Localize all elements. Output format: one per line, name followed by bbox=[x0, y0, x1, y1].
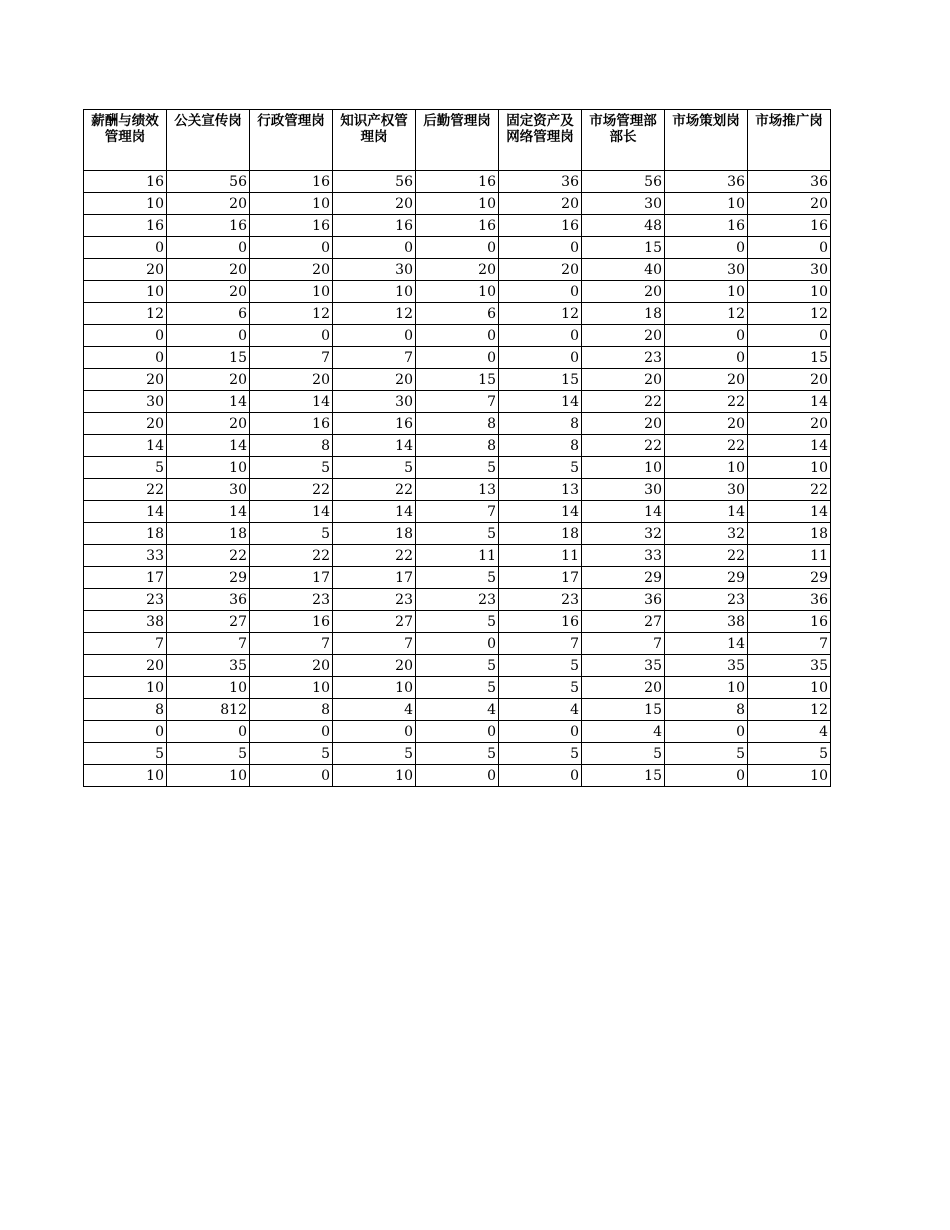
table-cell[interactable]: 0 bbox=[665, 325, 748, 347]
table-cell[interactable]: 29 bbox=[748, 567, 831, 589]
table-cell[interactable]: 18 bbox=[333, 523, 416, 545]
table-cell[interactable]: 22 bbox=[748, 479, 831, 501]
table-cell[interactable]: 56 bbox=[582, 171, 665, 193]
table-cell[interactable]: 14 bbox=[748, 391, 831, 413]
table-cell[interactable]: 6 bbox=[167, 303, 250, 325]
table-cell[interactable]: 8 bbox=[416, 413, 499, 435]
table-cell[interactable]: 0 bbox=[416, 721, 499, 743]
table-cell[interactable]: 22 bbox=[665, 545, 748, 567]
table-cell[interactable]: 0 bbox=[167, 721, 250, 743]
table-cell[interactable]: 10 bbox=[333, 765, 416, 787]
table-cell[interactable]: 0 bbox=[499, 325, 582, 347]
table-row bbox=[84, 325, 831, 347]
table-row bbox=[84, 523, 831, 545]
table-cell[interactable]: 36 bbox=[499, 171, 582, 193]
table-cell[interactable]: 23 bbox=[333, 589, 416, 611]
table-cell[interactable]: 7 bbox=[748, 633, 831, 655]
table-cell[interactable]: 0 bbox=[333, 721, 416, 743]
table-row bbox=[84, 765, 831, 787]
table-cell[interactable]: 20 bbox=[167, 413, 250, 435]
table-cell[interactable]: 20 bbox=[665, 369, 748, 391]
table-cell[interactable]: 4 bbox=[416, 699, 499, 721]
table-cell[interactable]: 12 bbox=[748, 699, 831, 721]
table-cell[interactable]: 36 bbox=[167, 589, 250, 611]
table-cell[interactable]: 5 bbox=[499, 677, 582, 699]
table-cell[interactable]: 35 bbox=[167, 655, 250, 677]
column-header[interactable]: 市场策划岗 bbox=[665, 110, 748, 171]
table-cell[interactable]: 10 bbox=[84, 281, 167, 303]
table-row bbox=[84, 677, 831, 699]
table-cell[interactable]: 8 bbox=[665, 699, 748, 721]
table-cell[interactable]: 18 bbox=[167, 523, 250, 545]
table-cell[interactable]: 20 bbox=[665, 413, 748, 435]
table-cell[interactable]: 20 bbox=[582, 281, 665, 303]
table-cell[interactable]: 10 bbox=[250, 677, 333, 699]
table-cell[interactable]: 20 bbox=[499, 193, 582, 215]
table-cell[interactable]: 11 bbox=[748, 545, 831, 567]
table-cell[interactable]: 16 bbox=[167, 215, 250, 237]
table-cell[interactable]: 56 bbox=[167, 171, 250, 193]
table-cell[interactable]: 32 bbox=[665, 523, 748, 545]
table-cell[interactable]: 5 bbox=[416, 677, 499, 699]
table-body bbox=[84, 171, 831, 787]
table-cell[interactable]: 16 bbox=[499, 611, 582, 633]
table-row bbox=[84, 457, 831, 479]
table-cell[interactable]: 10 bbox=[333, 281, 416, 303]
table-cell[interactable]: 10 bbox=[748, 281, 831, 303]
table-row bbox=[84, 391, 831, 413]
table-row bbox=[84, 721, 831, 743]
table-cell[interactable]: 0 bbox=[499, 721, 582, 743]
table-cell[interactable]: 36 bbox=[748, 589, 831, 611]
table-cell[interactable]: 7 bbox=[250, 347, 333, 369]
table-cell[interactable]: 0 bbox=[416, 325, 499, 347]
table-cell[interactable]: 14 bbox=[167, 435, 250, 457]
table-row bbox=[84, 303, 831, 325]
table-cell[interactable]: 15 bbox=[582, 765, 665, 787]
table-cell[interactable]: 0 bbox=[84, 347, 167, 369]
table-cell[interactable]: 7 bbox=[84, 633, 167, 655]
table-cell[interactable]: 4 bbox=[499, 699, 582, 721]
table-cell[interactable]: 5 bbox=[416, 655, 499, 677]
table-cell[interactable]: 22 bbox=[582, 435, 665, 457]
table-cell[interactable]: 10 bbox=[665, 677, 748, 699]
table-cell[interactable]: 30 bbox=[167, 479, 250, 501]
table-cell[interactable]: 0 bbox=[665, 765, 748, 787]
table-cell[interactable]: 30 bbox=[665, 479, 748, 501]
table-cell[interactable]: 7 bbox=[582, 633, 665, 655]
table-cell[interactable]: 5 bbox=[84, 743, 167, 765]
table-cell[interactable]: 0 bbox=[665, 347, 748, 369]
table-cell[interactable]: 30 bbox=[84, 391, 167, 413]
table-cell[interactable]: 33 bbox=[84, 545, 167, 567]
table-cell[interactable]: 5 bbox=[84, 457, 167, 479]
table-cell[interactable]: 15 bbox=[582, 237, 665, 259]
table-cell[interactable]: 0 bbox=[333, 325, 416, 347]
table-row bbox=[84, 611, 831, 633]
table-cell[interactable]: 20 bbox=[748, 369, 831, 391]
table-cell[interactable]: 15 bbox=[167, 347, 250, 369]
table-cell[interactable]: 22 bbox=[333, 545, 416, 567]
table-cell[interactable]: 0 bbox=[499, 765, 582, 787]
table-row bbox=[84, 237, 831, 259]
table-cell[interactable]: 23 bbox=[665, 589, 748, 611]
table-cell[interactable]: 10 bbox=[84, 677, 167, 699]
table-cell[interactable]: 20 bbox=[582, 677, 665, 699]
table-cell[interactable]: 14 bbox=[167, 391, 250, 413]
table-cell[interactable]: 30 bbox=[665, 259, 748, 281]
table-cell[interactable]: 12 bbox=[499, 303, 582, 325]
table-cell[interactable]: 20 bbox=[84, 369, 167, 391]
table-cell[interactable]: 29 bbox=[582, 567, 665, 589]
table-cell[interactable]: 5 bbox=[167, 743, 250, 765]
table-cell[interactable]: 0 bbox=[250, 237, 333, 259]
table-cell[interactable]: 14 bbox=[582, 501, 665, 523]
table-cell[interactable]: 35 bbox=[748, 655, 831, 677]
table-cell[interactable]: 20 bbox=[748, 193, 831, 215]
table-cell[interactable]: 0 bbox=[84, 325, 167, 347]
header-row bbox=[84, 110, 831, 171]
table-cell[interactable]: 10 bbox=[582, 457, 665, 479]
table-cell[interactable]: 8 bbox=[416, 435, 499, 457]
table-cell[interactable]: 22 bbox=[665, 435, 748, 457]
table-cell[interactable]: 22 bbox=[665, 391, 748, 413]
table-cell[interactable]: 16 bbox=[333, 413, 416, 435]
table-cell[interactable]: 29 bbox=[167, 567, 250, 589]
table-cell[interactable]: 20 bbox=[333, 193, 416, 215]
table-cell[interactable]: 17 bbox=[333, 567, 416, 589]
table-cell[interactable]: 13 bbox=[499, 479, 582, 501]
table-row bbox=[84, 501, 831, 523]
table-cell[interactable]: 16 bbox=[250, 215, 333, 237]
table-cell[interactable]: 20 bbox=[84, 413, 167, 435]
table-cell[interactable]: 14 bbox=[333, 435, 416, 457]
table-cell[interactable]: 7 bbox=[333, 633, 416, 655]
column-header[interactable]: 知识产权管理岗 bbox=[333, 110, 416, 171]
table-cell[interactable]: 10 bbox=[167, 457, 250, 479]
table-cell[interactable]: 10 bbox=[416, 281, 499, 303]
table-cell[interactable]: 15 bbox=[499, 369, 582, 391]
table-cell[interactable]: 15 bbox=[416, 369, 499, 391]
table-cell[interactable]: 12 bbox=[84, 303, 167, 325]
table-cell[interactable]: 22 bbox=[84, 479, 167, 501]
table-cell[interactable]: 5 bbox=[416, 611, 499, 633]
column-header[interactable]: 薪酬与绩效管理岗 bbox=[84, 110, 167, 171]
table-cell[interactable]: 36 bbox=[582, 589, 665, 611]
table-cell[interactable]: 11 bbox=[416, 545, 499, 567]
table-cell[interactable]: 30 bbox=[582, 479, 665, 501]
table-cell[interactable]: 14 bbox=[665, 501, 748, 523]
table-cell[interactable]: 16 bbox=[250, 611, 333, 633]
column-header[interactable]: 公关宣传岗 bbox=[167, 110, 250, 171]
table-row bbox=[84, 215, 831, 237]
table-cell[interactable]: 20 bbox=[250, 259, 333, 281]
table-cell[interactable]: 0 bbox=[416, 237, 499, 259]
table-row bbox=[84, 171, 831, 193]
column-header[interactable]: 行政管理岗 bbox=[250, 110, 333, 171]
table-cell[interactable]: 8 bbox=[84, 699, 167, 721]
table-cell[interactable]: 0 bbox=[84, 721, 167, 743]
table-cell[interactable]: 0 bbox=[416, 347, 499, 369]
table-cell[interactable]: 5 bbox=[333, 743, 416, 765]
table-cell[interactable]: 29 bbox=[665, 567, 748, 589]
table-cell[interactable]: 32 bbox=[582, 523, 665, 545]
table-cell[interactable]: 20 bbox=[416, 259, 499, 281]
table-cell[interactable]: 15 bbox=[582, 699, 665, 721]
table-cell[interactable]: 0 bbox=[333, 237, 416, 259]
column-header[interactable]: 后勤管理岗 bbox=[416, 110, 499, 171]
table-cell[interactable]: 0 bbox=[748, 325, 831, 347]
table-cell[interactable]: 16 bbox=[748, 215, 831, 237]
table-cell[interactable]: 14 bbox=[84, 501, 167, 523]
table-cell[interactable]: 16 bbox=[250, 171, 333, 193]
table-cell[interactable]: 10 bbox=[665, 193, 748, 215]
table-cell[interactable]: 14 bbox=[748, 501, 831, 523]
table-header bbox=[84, 110, 831, 171]
table-cell[interactable]: 0 bbox=[748, 237, 831, 259]
table-cell[interactable]: 16 bbox=[665, 215, 748, 237]
table-cell[interactable]: 12 bbox=[665, 303, 748, 325]
table-cell[interactable]: 7 bbox=[250, 633, 333, 655]
table-cell[interactable]: 23 bbox=[416, 589, 499, 611]
table-cell[interactable]: 35 bbox=[665, 655, 748, 677]
table-cell[interactable]: 5 bbox=[499, 655, 582, 677]
table-cell[interactable]: 14 bbox=[499, 391, 582, 413]
table-cell[interactable]: 7 bbox=[416, 501, 499, 523]
table-cell[interactable]: 16 bbox=[333, 215, 416, 237]
table-cell[interactable]: 5 bbox=[250, 743, 333, 765]
table-cell[interactable]: 38 bbox=[665, 611, 748, 633]
table-cell[interactable]: 8 bbox=[250, 699, 333, 721]
table-cell[interactable]: 7 bbox=[167, 633, 250, 655]
table-cell[interactable]: 10 bbox=[167, 677, 250, 699]
table-cell[interactable]: 20 bbox=[167, 193, 250, 215]
table-cell[interactable]: 35 bbox=[582, 655, 665, 677]
table-cell[interactable]: 14 bbox=[84, 435, 167, 457]
table-cell[interactable]: 30 bbox=[582, 193, 665, 215]
table-cell[interactable]: 20 bbox=[167, 281, 250, 303]
table-cell[interactable]: 23 bbox=[499, 589, 582, 611]
table-cell[interactable]: 18 bbox=[84, 523, 167, 545]
table-cell[interactable]: 10 bbox=[250, 193, 333, 215]
table-cell[interactable]: 33 bbox=[582, 545, 665, 567]
table-cell[interactable]: 48 bbox=[582, 215, 665, 237]
table-row bbox=[84, 567, 831, 589]
table-row bbox=[84, 479, 831, 501]
table-cell[interactable]: 30 bbox=[333, 259, 416, 281]
table-cell[interactable]: 0 bbox=[499, 237, 582, 259]
table-cell[interactable]: 20 bbox=[333, 369, 416, 391]
table-cell[interactable]: 16 bbox=[748, 611, 831, 633]
table-cell[interactable]: 4 bbox=[582, 721, 665, 743]
table-cell[interactable]: 18 bbox=[499, 523, 582, 545]
table-cell[interactable]: 14 bbox=[665, 633, 748, 655]
table-row bbox=[84, 545, 831, 567]
table-cell[interactable]: 10 bbox=[250, 281, 333, 303]
table-cell[interactable]: 20 bbox=[84, 259, 167, 281]
table-cell[interactable]: 10 bbox=[167, 765, 250, 787]
table-cell[interactable]: 18 bbox=[748, 523, 831, 545]
table-row bbox=[84, 633, 831, 655]
table-cell[interactable]: 15 bbox=[748, 347, 831, 369]
table-cell[interactable]: 10 bbox=[84, 765, 167, 787]
table-cell[interactable]: 5 bbox=[416, 457, 499, 479]
table-cell[interactable]: 5 bbox=[333, 457, 416, 479]
table-cell[interactable]: 16 bbox=[84, 215, 167, 237]
table-cell[interactable]: 16 bbox=[250, 413, 333, 435]
table-cell[interactable]: 27 bbox=[167, 611, 250, 633]
table-cell[interactable]: 20 bbox=[333, 655, 416, 677]
table-cell[interactable]: 10 bbox=[748, 765, 831, 787]
table-row bbox=[84, 281, 831, 303]
table-cell[interactable]: 20 bbox=[167, 369, 250, 391]
table-cell[interactable]: 0 bbox=[665, 721, 748, 743]
table-cell[interactable]: 8 bbox=[499, 435, 582, 457]
table-cell[interactable]: 20 bbox=[167, 259, 250, 281]
table-cell[interactable]: 36 bbox=[665, 171, 748, 193]
table-cell[interactable]: 38 bbox=[84, 611, 167, 633]
table-cell[interactable]: 0 bbox=[499, 281, 582, 303]
table-row bbox=[84, 655, 831, 677]
table-cell[interactable]: 0 bbox=[499, 347, 582, 369]
table-cell[interactable]: 56 bbox=[333, 171, 416, 193]
table-row bbox=[84, 413, 831, 435]
table-cell[interactable]: 10 bbox=[665, 457, 748, 479]
table-cell[interactable]: 10 bbox=[84, 193, 167, 215]
table-cell[interactable]: 36 bbox=[748, 171, 831, 193]
table-cell[interactable]: 12 bbox=[748, 303, 831, 325]
column-header[interactable]: 市场管理部部长 bbox=[582, 110, 665, 171]
table-cell[interactable]: 20 bbox=[250, 369, 333, 391]
table-cell[interactable]: 14 bbox=[250, 391, 333, 413]
table-cell[interactable]: 18 bbox=[582, 303, 665, 325]
table-cell[interactable]: 20 bbox=[250, 655, 333, 677]
table-cell[interactable]: 22 bbox=[167, 545, 250, 567]
column-header[interactable]: 固定资产及网络管理岗 bbox=[499, 110, 582, 171]
table-cell[interactable]: 0 bbox=[416, 633, 499, 655]
table-cell[interactable]: 22 bbox=[250, 479, 333, 501]
table-cell[interactable]: 20 bbox=[84, 655, 167, 677]
table-cell[interactable]: 5 bbox=[582, 743, 665, 765]
table-cell[interactable]: 13 bbox=[416, 479, 499, 501]
table-cell[interactable]: 12 bbox=[250, 303, 333, 325]
table-cell[interactable]: 812 bbox=[167, 699, 250, 721]
table-cell[interactable]: 20 bbox=[582, 369, 665, 391]
table-cell[interactable]: 0 bbox=[167, 237, 250, 259]
score-table bbox=[83, 109, 831, 787]
table-cell[interactable]: 5 bbox=[499, 457, 582, 479]
table-cell[interactable]: 23 bbox=[250, 589, 333, 611]
table-cell[interactable]: 23 bbox=[582, 347, 665, 369]
table-cell[interactable]: 4 bbox=[333, 699, 416, 721]
table-cell[interactable]: 10 bbox=[748, 457, 831, 479]
table-cell[interactable]: 17 bbox=[499, 567, 582, 589]
table-cell[interactable]: 22 bbox=[250, 545, 333, 567]
table-row bbox=[84, 193, 831, 215]
table-cell[interactable]: 16 bbox=[416, 215, 499, 237]
table-cell[interactable]: 27 bbox=[582, 611, 665, 633]
table-cell[interactable]: 5 bbox=[748, 743, 831, 765]
table-cell[interactable]: 17 bbox=[250, 567, 333, 589]
table-cell[interactable]: 16 bbox=[499, 215, 582, 237]
table-cell[interactable]: 30 bbox=[333, 391, 416, 413]
table-cell[interactable]: 10 bbox=[333, 677, 416, 699]
table-cell[interactable]: 0 bbox=[250, 765, 333, 787]
table-cell[interactable]: 4 bbox=[748, 721, 831, 743]
table-cell[interactable]: 0 bbox=[167, 325, 250, 347]
table-cell[interactable]: 5 bbox=[416, 743, 499, 765]
table-cell[interactable]: 5 bbox=[665, 743, 748, 765]
table-row bbox=[84, 347, 831, 369]
table-cell[interactable]: 5 bbox=[499, 743, 582, 765]
table-cell[interactable]: 0 bbox=[665, 237, 748, 259]
table-cell[interactable]: 6 bbox=[416, 303, 499, 325]
table-cell[interactable]: 8 bbox=[499, 413, 582, 435]
table-row bbox=[84, 435, 831, 457]
table-cell[interactable]: 14 bbox=[250, 501, 333, 523]
table-cell[interactable]: 11 bbox=[499, 545, 582, 567]
table-cell[interactable]: 5 bbox=[416, 567, 499, 589]
table-cell[interactable]: 16 bbox=[84, 171, 167, 193]
table-cell[interactable]: 5 bbox=[250, 457, 333, 479]
table-cell[interactable]: 8 bbox=[250, 435, 333, 457]
table-cell[interactable]: 14 bbox=[333, 501, 416, 523]
table-cell[interactable]: 27 bbox=[333, 611, 416, 633]
table-cell[interactable]: 22 bbox=[333, 479, 416, 501]
table-cell[interactable]: 0 bbox=[84, 237, 167, 259]
table-cell[interactable]: 10 bbox=[748, 677, 831, 699]
table-cell[interactable]: 7 bbox=[333, 347, 416, 369]
table-row bbox=[84, 743, 831, 765]
table-cell[interactable]: 14 bbox=[499, 501, 582, 523]
table-cell[interactable]: 20 bbox=[582, 413, 665, 435]
table-cell[interactable]: 0 bbox=[416, 765, 499, 787]
table-cell[interactable]: 20 bbox=[748, 413, 831, 435]
table-cell[interactable]: 40 bbox=[582, 259, 665, 281]
table-cell[interactable]: 7 bbox=[416, 391, 499, 413]
table-cell[interactable]: 17 bbox=[84, 567, 167, 589]
table-cell[interactable]: 14 bbox=[748, 435, 831, 457]
table-cell[interactable]: 0 bbox=[250, 721, 333, 743]
table-cell[interactable]: 7 bbox=[499, 633, 582, 655]
table-cell[interactable]: 16 bbox=[416, 171, 499, 193]
table-cell[interactable]: 10 bbox=[416, 193, 499, 215]
table-cell[interactable]: 20 bbox=[499, 259, 582, 281]
table-cell[interactable]: 30 bbox=[748, 259, 831, 281]
table-cell[interactable]: 20 bbox=[582, 325, 665, 347]
table-cell[interactable]: 12 bbox=[333, 303, 416, 325]
table-cell[interactable]: 22 bbox=[582, 391, 665, 413]
table-row bbox=[84, 259, 831, 281]
table-cell[interactable]: 14 bbox=[167, 501, 250, 523]
table-cell[interactable]: 5 bbox=[416, 523, 499, 545]
table-cell[interactable]: 5 bbox=[250, 523, 333, 545]
column-header[interactable]: 市场推广岗 bbox=[748, 110, 831, 171]
table-cell[interactable]: 23 bbox=[84, 589, 167, 611]
table-cell[interactable]: 10 bbox=[665, 281, 748, 303]
table-row bbox=[84, 369, 831, 391]
table-row bbox=[84, 589, 831, 611]
table-cell[interactable]: 0 bbox=[250, 325, 333, 347]
table-row bbox=[84, 699, 831, 721]
